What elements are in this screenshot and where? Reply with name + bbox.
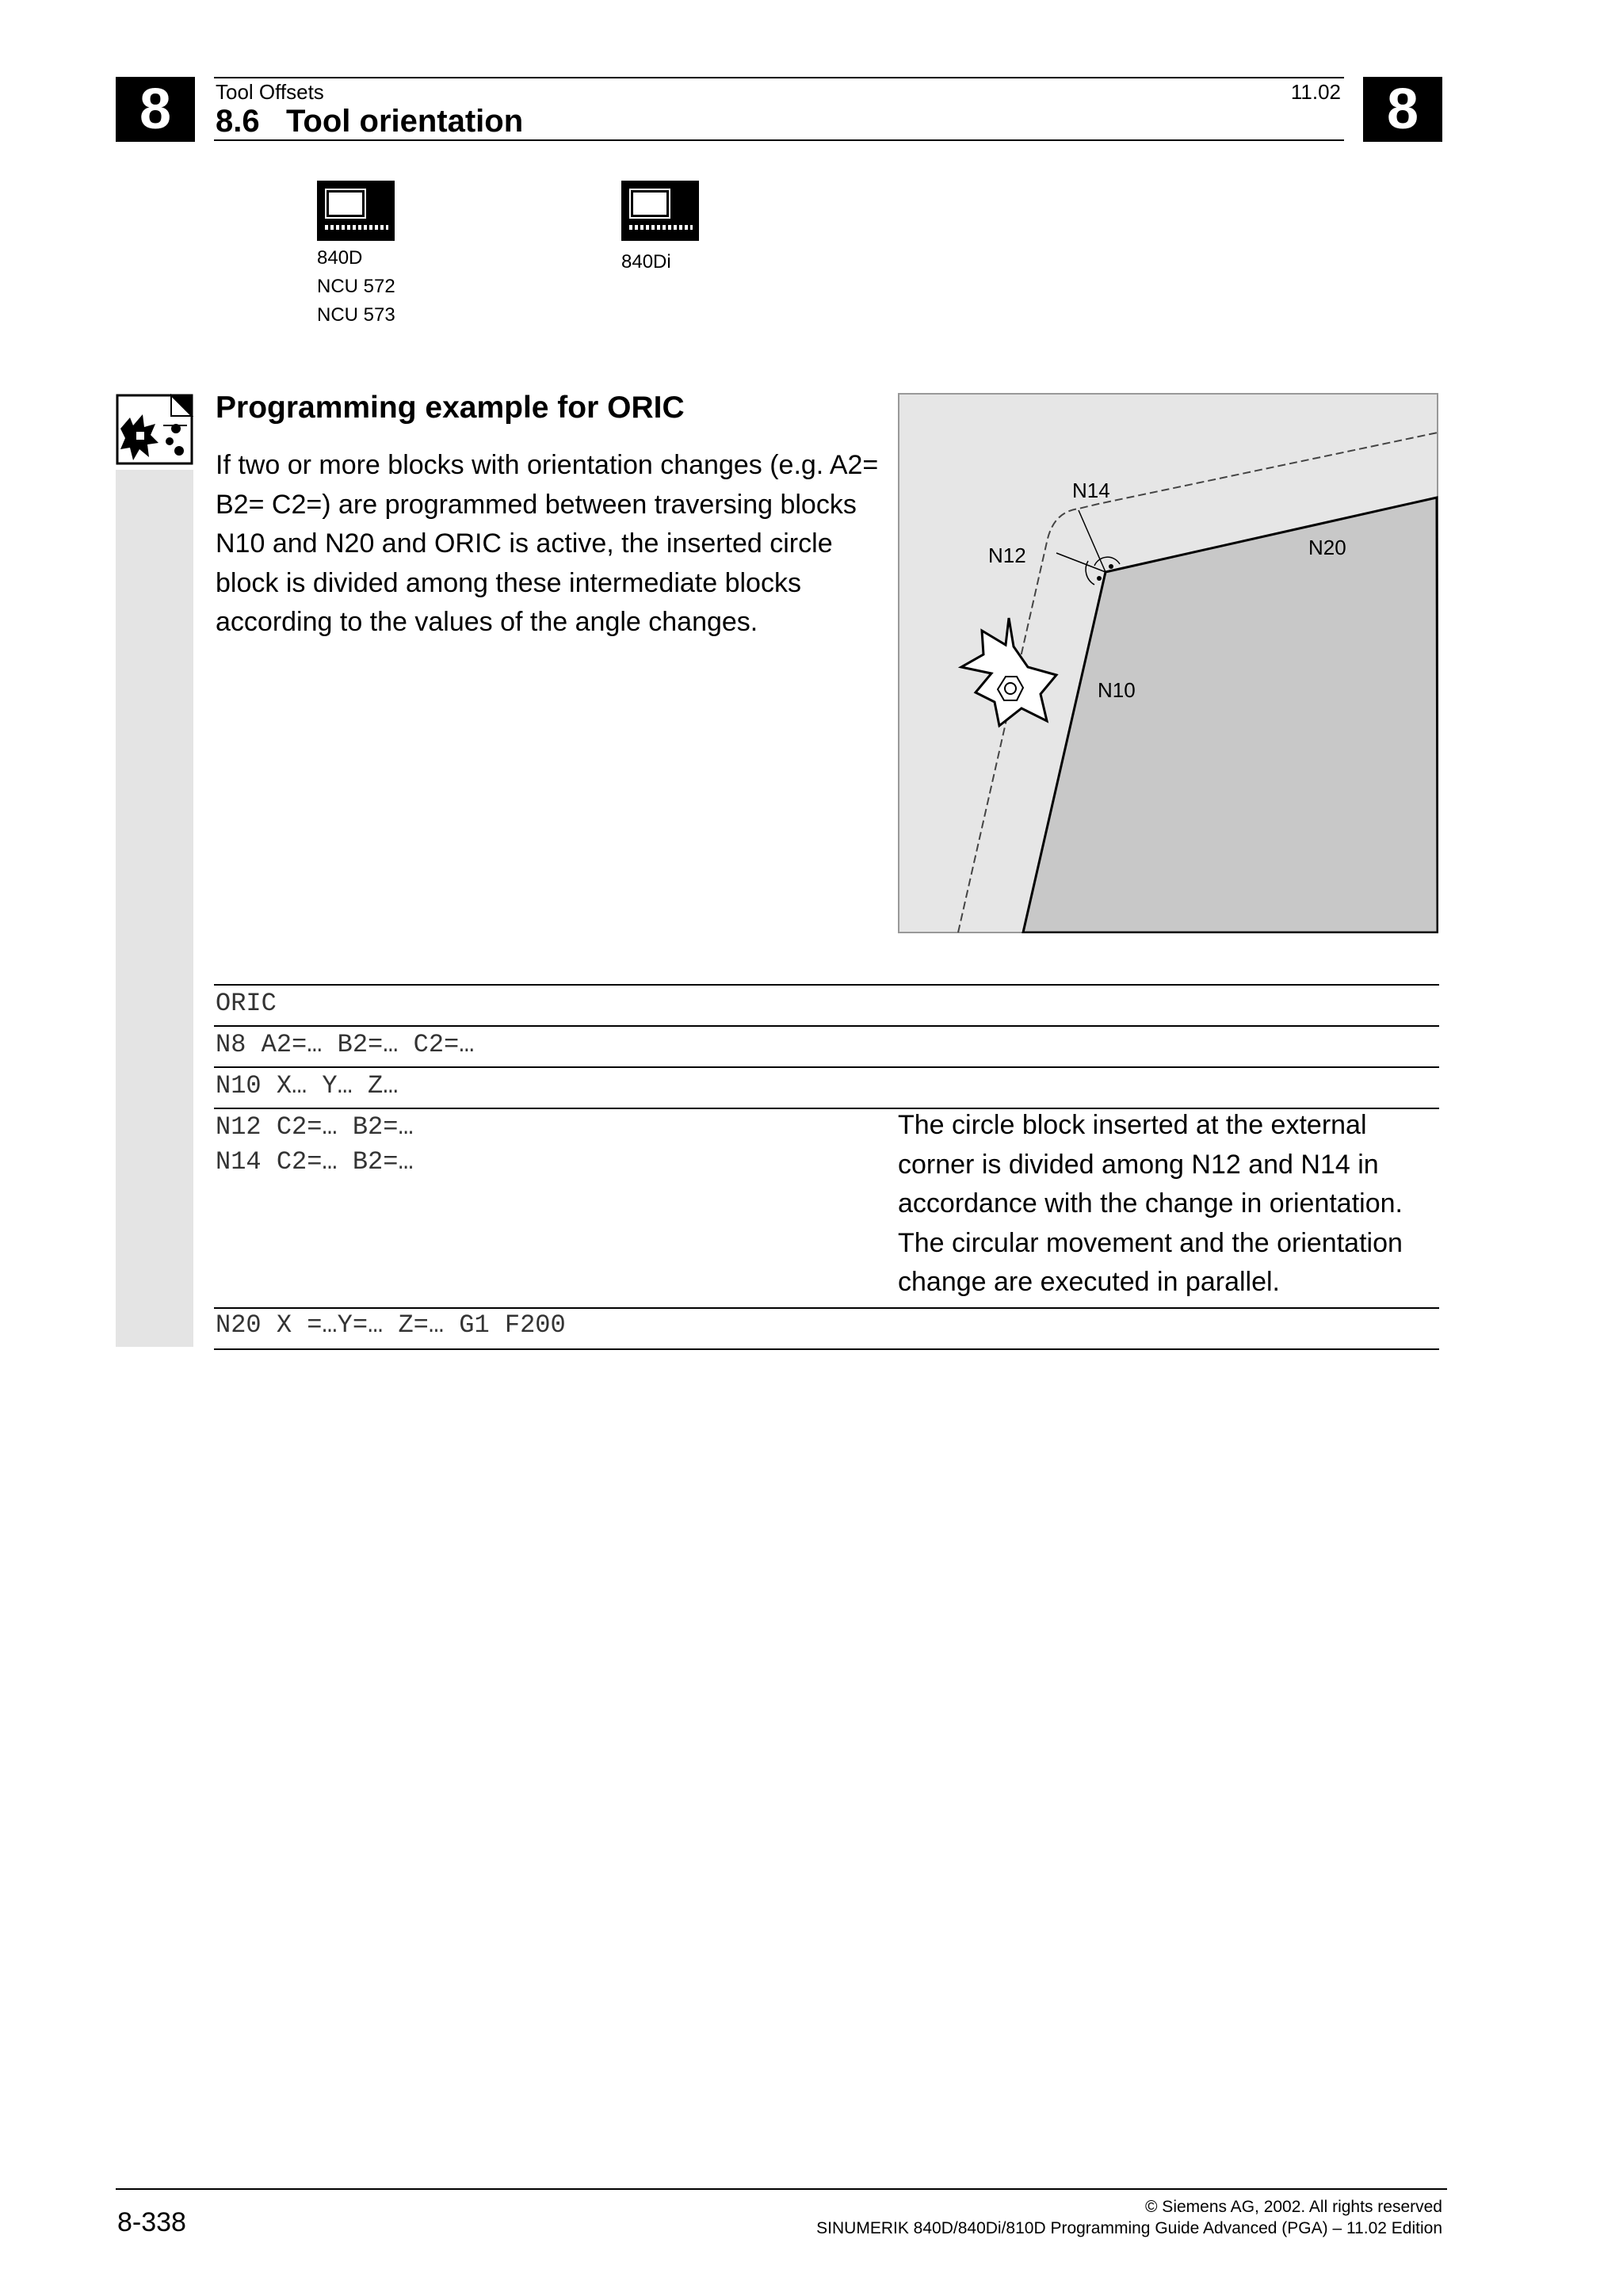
- margin-strip: [116, 394, 193, 1347]
- label-n12: N12: [988, 543, 1026, 567]
- control-label: NCU 573: [317, 304, 395, 326]
- programming-example-icon: [116, 394, 193, 470]
- code-line: ORIC: [216, 989, 277, 1018]
- code-line: N14 C2=… B2=…: [216, 1147, 414, 1177]
- section-title: 8.6 Tool orientation: [216, 104, 524, 139]
- label-n10: N10: [1098, 678, 1136, 702]
- label-n20: N20: [1308, 536, 1346, 559]
- code-line: N20 X =…Y=… Z=… G1 F200: [216, 1310, 566, 1340]
- control-label: NCU 572: [317, 276, 395, 297]
- code-line: N12 C2=… B2=…: [216, 1112, 414, 1142]
- table-rule: [214, 1066, 1439, 1068]
- example-paragraph: If two or more blocks with orientation changes (e.g. A2= B2= C2=) are programmed between traversing blocks N10 and N20 and ORIC is active, the inserted circle block is divided among these intermediate blocks according to the values of the angle changes.: [216, 450, 879, 637]
- control-labels-840d: [317, 244, 395, 330]
- table-rule: [214, 1307, 1439, 1309]
- chapter-number-badge-right: 8: [1363, 77, 1442, 142]
- table-rule: [214, 984, 1439, 986]
- oric-diagram: [898, 393, 1438, 933]
- edition-date: 11.02: [1290, 80, 1341, 104]
- table-rule: [214, 1348, 1439, 1350]
- copyright-notice: © Siemens AG, 2002. All rights reserved: [1145, 2198, 1442, 2216]
- control-labels-840di: [621, 248, 671, 277]
- guide-title: SINUMERIK 840D/840Di/810D Programming Guide Advanced (PGA) – 11.02 Edition: [816, 2219, 1442, 2237]
- control-label: 840D: [317, 247, 363, 269]
- chapter-title: Tool Offsets: [216, 80, 324, 104]
- code-line: N10 X… Y… Z…: [216, 1071, 399, 1100]
- control-label: 840Di: [621, 251, 671, 273]
- chapter-number-badge-left: 8: [116, 77, 195, 142]
- example-title: Programming example for ORIC: [216, 391, 685, 425]
- control-unit-icon: [621, 181, 699, 241]
- table-rule: [214, 1025, 1439, 1027]
- control-unit-icon: [317, 181, 395, 241]
- code-line: N8 A2=… B2=… C2=…: [216, 1030, 475, 1059]
- label-n14: N14: [1072, 479, 1110, 502]
- code-comment: The circle block inserted at the external corner is divided among N12 and N14 in accordance with the change in orientation. The circular movement and the orientation change are executed in parallel.: [898, 1110, 1403, 1297]
- footer-rule: [116, 2188, 1447, 2190]
- header-bottom-rule: [214, 139, 1344, 141]
- page-number: 8-338: [117, 2207, 186, 2237]
- header-top-rule: [214, 77, 1344, 78]
